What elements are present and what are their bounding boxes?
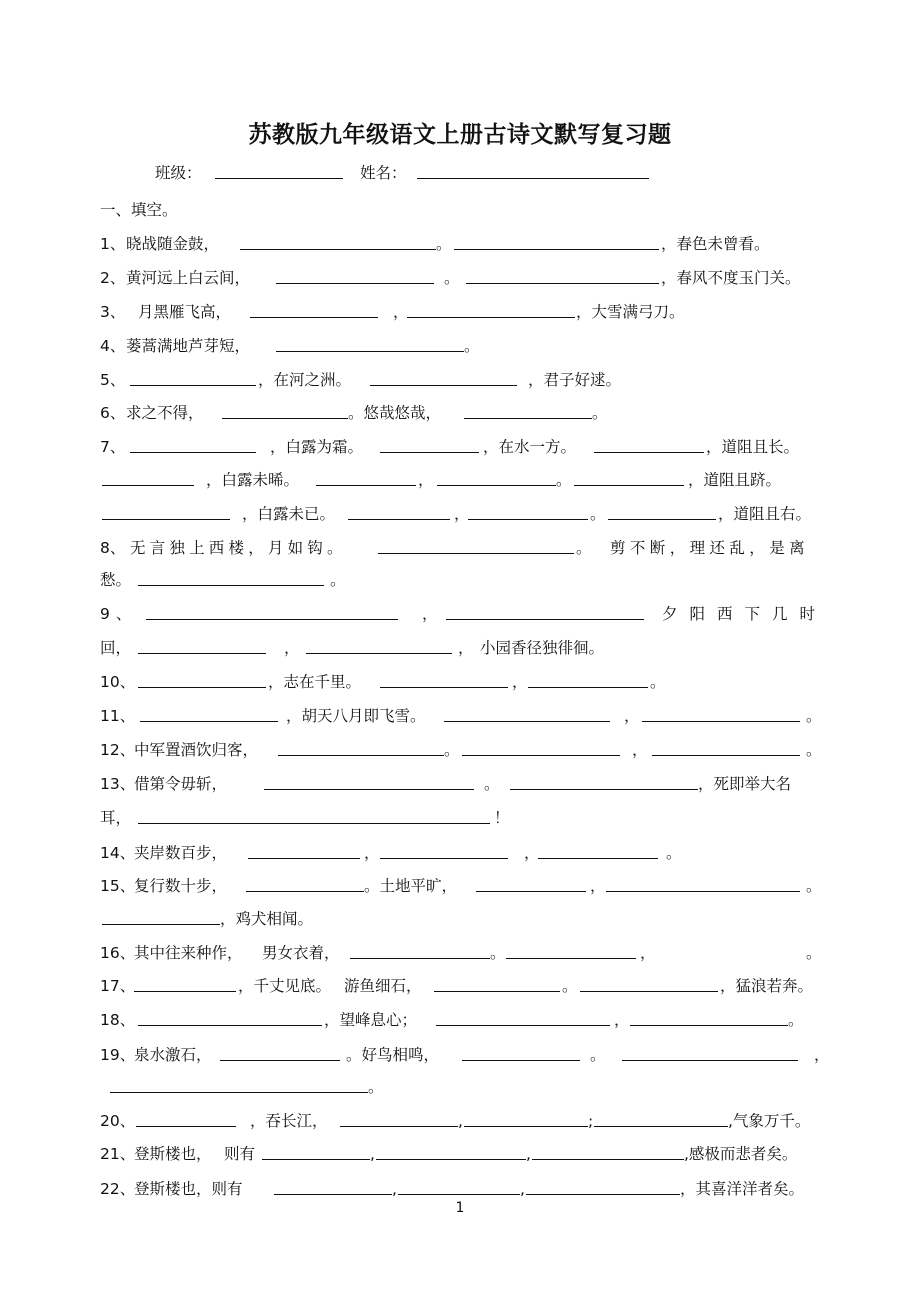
q-text: ， — [454, 505, 470, 523]
answer-blank[interactable] — [136, 1126, 236, 1127]
answer-blank[interactable] — [464, 418, 592, 419]
q-text: ， — [524, 844, 540, 862]
answer-blank[interactable] — [476, 891, 586, 892]
page-title: 苏教版九年级语文上册古诗文默写复习题 — [248, 122, 672, 148]
answer-blank[interactable] — [278, 755, 444, 756]
q-text: 游鱼细石， — [344, 977, 422, 995]
answer-blank[interactable] — [380, 858, 508, 859]
q-number: 2、 — [100, 269, 126, 287]
q-number: 15、 — [100, 877, 136, 895]
q-text: 愁。 — [100, 571, 132, 589]
q-text: 。 — [556, 471, 572, 489]
q-text: ， — [640, 944, 656, 962]
q-text: ,气象万千。 — [728, 1112, 811, 1130]
q-text: 则有 — [224, 1145, 256, 1163]
q-text: ，鸡犬相闻。 — [220, 910, 314, 928]
answer-blank[interactable] — [138, 823, 490, 824]
answer-blank[interactable] — [468, 519, 588, 520]
q-text: 借第令毋斩， — [134, 775, 228, 793]
answer-blank[interactable] — [526, 1194, 680, 1195]
q-text: , — [458, 1112, 463, 1130]
q-number: 3、 — [100, 303, 126, 321]
answer-blank[interactable] — [594, 1126, 728, 1127]
answer-blank[interactable] — [250, 317, 378, 318]
q-text: 夕阳西下几时 — [662, 605, 828, 623]
q-text: ，春色未曾看。 — [661, 235, 770, 253]
q-number: 21、 — [100, 1145, 136, 1163]
answer-blank[interactable] — [110, 1092, 368, 1093]
answer-blank[interactable] — [102, 924, 220, 925]
q-number: 6、 — [100, 404, 126, 422]
q-text: 男女衣着， — [262, 944, 340, 962]
answer-blank[interactable] — [510, 789, 698, 790]
q-text: 小园香径独徘徊。 — [480, 639, 605, 657]
q-text: ， — [364, 844, 380, 862]
q-number: 8、 — [100, 539, 126, 557]
q-text: 。 — [330, 571, 346, 589]
q-number: 22、 — [100, 1180, 136, 1198]
answer-blank[interactable] — [380, 687, 508, 688]
answer-blank[interactable] — [434, 991, 560, 992]
answer-blank[interactable] — [138, 585, 324, 586]
q-text: ，在水一方。 — [483, 438, 577, 456]
q-text: ，其喜洋洋者矣。 — [680, 1180, 805, 1198]
q-text: 泉水激石， — [134, 1046, 212, 1064]
q-text: 。 — [806, 707, 822, 725]
q-text: ， — [590, 877, 606, 895]
answer-blank[interactable] — [146, 619, 398, 620]
q-text: 登斯楼也，则有 — [134, 1180, 243, 1198]
q-text: , — [370, 1145, 375, 1163]
q-text: ， — [814, 1046, 830, 1064]
answer-blank[interactable] — [240, 249, 436, 250]
class-label: 班级： — [155, 164, 202, 182]
q-text: ， — [624, 707, 640, 725]
q-text: ，白露未已。 — [242, 505, 336, 523]
answer-blank[interactable] — [407, 317, 575, 318]
q-text: ，猛浪若奔。 — [720, 977, 814, 995]
q-text: ， — [284, 639, 300, 657]
q-text: 黄河远上白云间， — [126, 269, 251, 287]
answer-blank[interactable] — [532, 1159, 684, 1160]
q-text: ， — [422, 605, 438, 623]
answer-blank[interactable] — [138, 653, 266, 654]
q-text: 登斯楼也， — [134, 1145, 212, 1163]
q-text: 求之不得， — [126, 404, 204, 422]
answer-blank[interactable] — [462, 755, 620, 756]
answer-blank[interactable] — [140, 721, 278, 722]
q-text: ，春风不度玉门关。 — [661, 269, 801, 287]
q-text: 蒌蒿满地芦芽短， — [126, 337, 251, 355]
answer-blank[interactable] — [608, 519, 716, 520]
q-text: ， — [614, 1011, 630, 1029]
answer-blank[interactable] — [316, 485, 416, 486]
answer-blank[interactable] — [454, 249, 659, 250]
answer-blank[interactable] — [222, 418, 348, 419]
q-text: 。 — [444, 741, 460, 759]
q-text: , — [526, 1145, 531, 1163]
answer-blank[interactable] — [380, 452, 479, 453]
answer-blank[interactable] — [444, 721, 610, 722]
q-number: 12、 — [100, 741, 136, 759]
q-number: 18、 — [100, 1011, 136, 1029]
q-text: ，白露为霜。 — [270, 438, 364, 456]
answer-blank[interactable] — [506, 958, 636, 959]
q-text: 。 — [590, 505, 606, 523]
answer-blank[interactable] — [376, 1159, 526, 1160]
q-text: 。 — [806, 877, 822, 895]
answer-blank[interactable] — [348, 519, 450, 520]
q-text: 。 — [562, 977, 578, 995]
q-text: ！ — [494, 809, 510, 827]
answer-blank[interactable] — [264, 789, 474, 790]
answer-blank[interactable] — [276, 351, 464, 352]
q-text: ，道阻且右。 — [718, 505, 812, 523]
answer-blank[interactable] — [652, 755, 800, 756]
q-text: 。 — [436, 235, 452, 253]
answer-blank[interactable] — [436, 1025, 610, 1026]
answer-blank[interactable] — [642, 721, 800, 722]
answer-blank[interactable] — [528, 687, 648, 688]
answer-blank[interactable] — [437, 485, 556, 486]
answer-blank[interactable] — [246, 891, 364, 892]
q-text: ，死即举大名 — [698, 775, 792, 793]
answer-blank[interactable] — [630, 1025, 788, 1026]
q-number: 14、 — [100, 844, 136, 862]
answer-blank[interactable] — [378, 553, 574, 554]
answer-blank[interactable] — [306, 653, 452, 654]
section-title: 一、填空。 — [100, 201, 178, 219]
q-text: ; — [588, 1112, 594, 1130]
answer-blank[interactable] — [350, 958, 490, 959]
answer-blank[interactable] — [462, 1060, 580, 1061]
answer-blank[interactable] — [580, 991, 718, 992]
q-text: 。 — [788, 1011, 804, 1029]
q-text: 。 — [444, 269, 460, 287]
q-text: 耳， — [100, 809, 132, 827]
answer-blank[interactable] — [594, 452, 704, 453]
q-text: 。 — [806, 741, 822, 759]
answer-blank[interactable] — [398, 1194, 520, 1195]
q-number: 16、 — [100, 944, 136, 962]
answer-blank[interactable] — [262, 1159, 370, 1160]
answer-blank[interactable] — [274, 1194, 392, 1195]
q-number: 20、 — [100, 1112, 136, 1130]
q-text: 。 — [576, 539, 592, 557]
q-text: 。 — [650, 673, 666, 691]
q-text: ，在河之洲。 — [258, 371, 352, 389]
q-text: ，白露未晞。 — [206, 471, 300, 489]
answer-blank[interactable] — [102, 485, 194, 486]
q-text: 。 — [368, 1078, 384, 1096]
answer-blank[interactable] — [370, 385, 517, 386]
answer-blank[interactable] — [276, 283, 434, 284]
answer-blank[interactable] — [248, 858, 360, 859]
name-field[interactable] — [417, 178, 649, 179]
q-text: 中军置酒饮归客， — [134, 741, 259, 759]
answer-blank[interactable] — [446, 619, 644, 620]
q-text: ，望峰息心； — [324, 1011, 418, 1029]
answer-blank[interactable] — [622, 1060, 798, 1061]
answer-blank[interactable] — [538, 858, 658, 859]
q-text: 。悠哉悠哉， — [348, 404, 442, 422]
q-text: 回， — [100, 639, 132, 657]
q-number: 19、 — [100, 1046, 136, 1064]
q-text: 。 — [806, 944, 822, 962]
q-number: 4、 — [100, 337, 126, 355]
q-text: ， — [418, 471, 434, 489]
q-text: ， — [632, 741, 648, 759]
q-number: 17、 — [100, 977, 136, 995]
answer-blank[interactable] — [574, 485, 684, 486]
q-text: 。土地平旷， — [364, 877, 458, 895]
q-text: 复行数十步， — [134, 877, 228, 895]
answer-blank[interactable] — [606, 891, 800, 892]
q-text: 剪不断，理还乱，是离 — [610, 539, 810, 557]
q-text: 。 — [666, 844, 682, 862]
q-text: 其中往来种作， — [134, 944, 243, 962]
page-number: 1 — [455, 1200, 465, 1216]
answer-blank[interactable] — [466, 283, 659, 284]
answer-blank[interactable] — [134, 991, 236, 992]
q-text: 。好鸟相鸣， — [346, 1046, 440, 1064]
q-text: ， — [393, 303, 409, 321]
q-text: ，胡天八月即飞雪。 — [286, 707, 426, 725]
q-text: ，吞长江， — [250, 1112, 328, 1130]
q-text: 晓战随金鼓， — [126, 235, 220, 253]
answer-blank[interactable] — [130, 452, 256, 453]
class-field[interactable] — [215, 178, 343, 179]
q-text: , — [520, 1180, 525, 1198]
answer-blank[interactable] — [130, 385, 256, 386]
q-text: , — [392, 1180, 397, 1198]
answer-blank[interactable] — [138, 687, 266, 688]
q-text: ，千丈见底。 — [238, 977, 332, 995]
answer-blank[interactable] — [220, 1060, 340, 1061]
q-text: ，大雪满弓刀。 — [576, 303, 685, 321]
q-number: 5、 — [100, 371, 126, 389]
q-number: 1、 — [100, 235, 126, 253]
q-text: 无言独上西楼，月如钩。 — [130, 539, 347, 557]
q-number: 13、 — [100, 775, 136, 793]
q-text: ，志在千里。 — [268, 673, 362, 691]
q-number: 7、 — [100, 438, 126, 456]
q-text: 月黑雁飞高， — [138, 303, 232, 321]
q-text: 。 — [464, 337, 480, 355]
q-text: 。 — [590, 1046, 606, 1064]
q-text: ， — [458, 639, 474, 657]
answer-blank[interactable] — [102, 519, 230, 520]
answer-blank[interactable] — [138, 1025, 322, 1026]
name-label: 姓名： — [360, 164, 407, 182]
q-text: ，道阻且跻。 — [688, 471, 782, 489]
q-text: ，道阻且长。 — [706, 438, 800, 456]
answer-blank[interactable] — [464, 1126, 588, 1127]
q-text: ， — [512, 673, 528, 691]
q-number: 11、 — [100, 707, 136, 725]
q-text: 。 — [592, 404, 608, 422]
q-text: ，君子好逑。 — [528, 371, 622, 389]
q-number: 9、 — [100, 605, 138, 623]
q-text: 夹岸数百步， — [134, 844, 228, 862]
answer-blank[interactable] — [340, 1126, 458, 1127]
q-text: 。 — [484, 775, 500, 793]
q-text: ,感极而悲者矣。 — [684, 1145, 798, 1163]
q-number: 10、 — [100, 673, 136, 691]
q-text: 。 — [490, 944, 506, 962]
